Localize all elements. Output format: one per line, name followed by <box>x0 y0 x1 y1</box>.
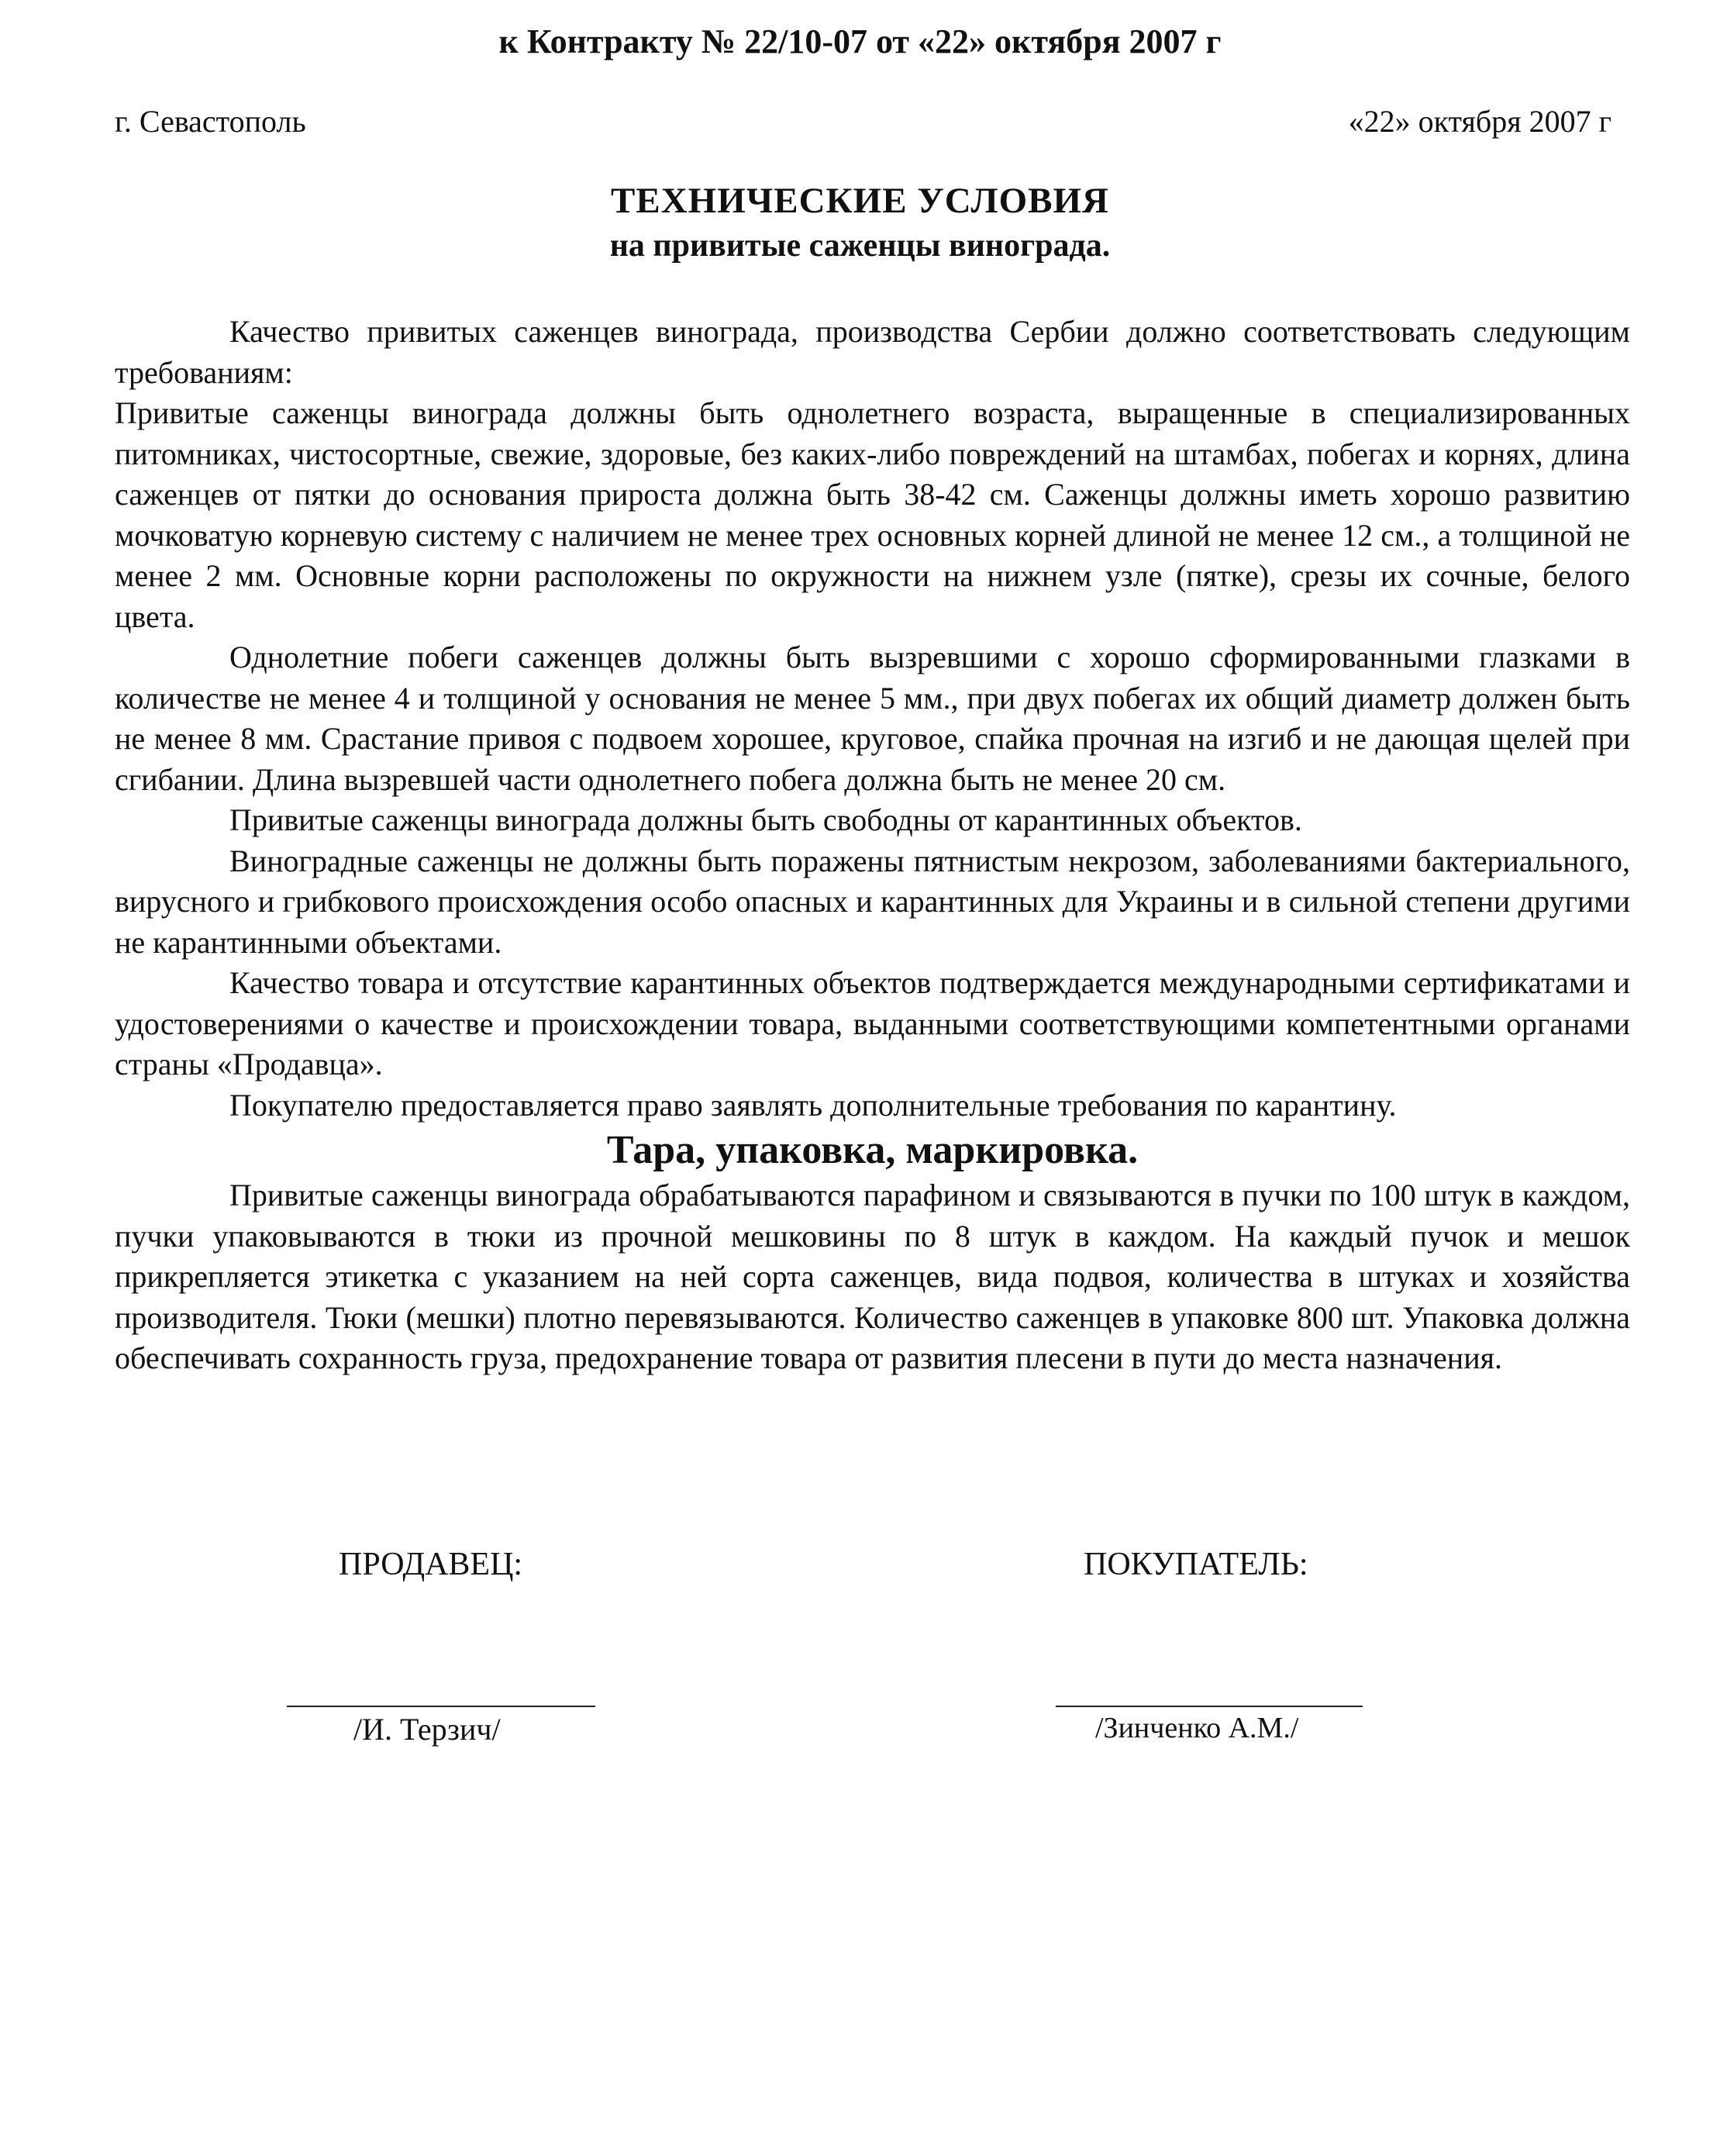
buyer-signature-line <box>1056 1706 1363 1707</box>
document-subtitle: на привитые саженцы винограда. <box>609 228 1111 264</box>
paragraph-intro: Качество привитых саженцев винограда, производства Сербии должно соответствовать следующим требованиям: <box>115 314 1630 390</box>
seller-signature-line <box>287 1706 595 1707</box>
city: г. Севастополь <box>115 104 306 139</box>
contract-reference: к Контракту № 22/10-07 от «22» октября 2007 г <box>498 22 1222 60</box>
paragraph-requirements: Привитые саженцы винограда должны быть однолетнего возраста, выращенные в специализированных питомниках, чистосортные, свежие, здоровые, без каких-либо повреждений на штамбах, побегах и корнях, длина саженцев от пятки до основания прироста должна быть 38-42 см. Саженцы должны иметь хорошо развитию мочковатую корневую систему с наличием не менее трех основных корней длиной не менее 12 см., а толщиной не менее 2 мм. Основные корни расположены по окружности на нижнем узле (пятке), срезы их сочные, белого цвета. <box>115 395 1630 634</box>
paragraph-shoots: Однолетние побеги саженцев должны быть вызревшими с хорошо сформированными глазками в количестве не менее 4 и толщиной у основания не менее 5 мм., при двух побегах их общий диаметр должен быть не менее 8 мм. Срастание привоя с подвоем хорошее, круговое, спайка прочная на изгиб и не дающая щелей при сгибании. Длина вызревшей части однолетнего побега должна быть не менее 20 см. <box>115 640 1630 797</box>
paragraph-quarantine: Привитые саженцы винограда должны быть свободны от карантинных объектов. <box>229 802 1302 837</box>
document-body <box>115 312 1630 1379</box>
buyer-name: /Зинченко А.М./ <box>1095 1712 1299 1744</box>
document-title: ТЕХНИЧЕСКИЕ УСЛОВИЯ <box>611 181 1109 221</box>
paragraph-buyer-rights: Покупателю предоставляется право заявлять дополнительные требования по карантину. <box>229 1087 1397 1123</box>
seller-label: ПРОДАВЕЦ: <box>339 1547 523 1582</box>
paragraph-certificates: Качество товара и отсутствие карантинных объектов подтверждается международными сертификатами и удостоверениями о качестве и происхождении товара, выданными соответствующими компетентными органами страны «Продавца». <box>115 965 1630 1081</box>
paragraph-packaging: Привитые саженцы винограда обрабатываются парафином и связываются в пучки по 100 штук в каждом, пучки упаковываются в тюки из прочной мешковины по 8 штук в каждом. На каждый пучок и мешок прикрепляется этикетка с указанием на ней сорта саженцев, вида подвоя, количества в штуках и хозяйства производителя. Тюки (мешки) плотно перевязываются. Количество саженцев в упаковке 800 шт. Упаковка должна обеспечивать сохранность груза, предохранение товара от развития плесени в пути до места назначения. <box>115 1178 1630 1375</box>
seller-name: /И. Терзич/ <box>353 1712 501 1747</box>
packaging-title: Тара, упаковка, маркировка. <box>606 1128 1139 1172</box>
document-date: «22» октября 2007 г <box>1348 104 1611 139</box>
buyer-label: ПОКУПАТЕЛЬ: <box>1084 1547 1308 1582</box>
paragraph-diseases: Виноградные саженцы не должны быть поражены пятнистым некрозом, заболеваниями бактериального, вирусного и грибкового происхождения особо опасных и карантинных для Украины и в сильной степени другими не карантинными объектами. <box>115 843 1630 960</box>
